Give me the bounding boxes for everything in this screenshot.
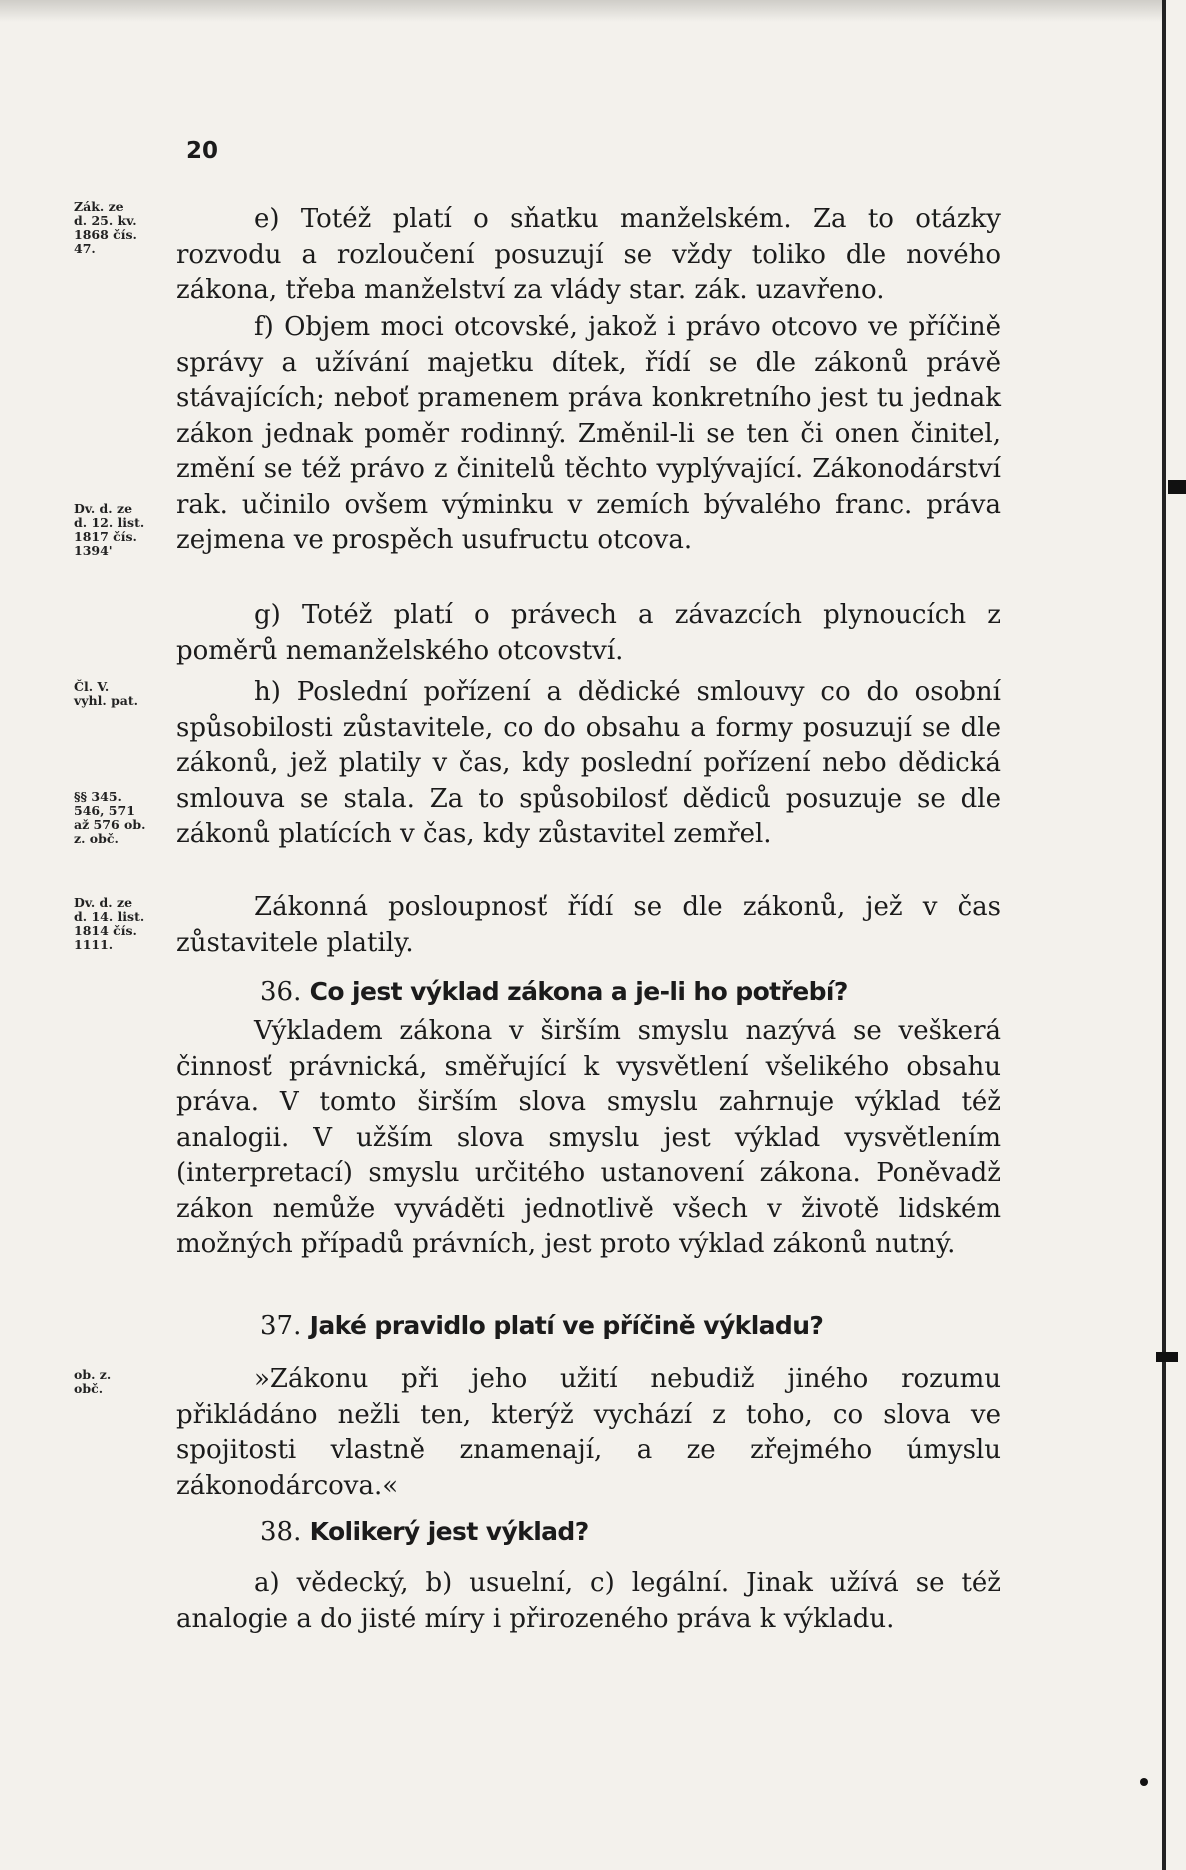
heading-number: 37. — [260, 1311, 302, 1341]
scan-mark — [1168, 480, 1186, 494]
heading-text: Co jest výklad zákona a je-li ho potřebí? — [309, 977, 848, 1006]
page-number: 20 — [186, 138, 219, 164]
margin-note: ob. z. obč. — [74, 1367, 112, 1396]
heading-38 — [260, 1514, 1000, 1550]
paragraph-answer-37: »Zákonu při jeho užití nebudiž jiného rozumu přikládáno nežli ten, kterýž vychází z toho, co slova ve spojitosti vlastně znamenají, a ze zřejmého úmyslu zákonodárcova.« — [176, 1364, 1001, 1501]
paragraph-g: g) Totéž platí o právech a závazcích plynoucích z poměrů nemanželského otcovství. — [176, 600, 1001, 666]
heading-36 — [260, 974, 1000, 1010]
margin-note: Čl. V. vyhl. pat. — [74, 679, 139, 708]
heading-37 — [260, 1308, 1000, 1344]
margin-note: §§ 345. 546, 571 až 576 ob. z. obč. — [74, 789, 146, 846]
paragraph-f: f) Objem moci otcovské, jakož i právo otcovo ve příčině správy a užívání majetku dítek, řídí se dle zákonů právě stávajících; neboť pramenem práva konkretního jest tu jednak zákon jednak poměr rodinný. Změnil-li se ten či onen činitel, změní se též právo z činitelů těchto vyplývající. Zákonodárství rak. učinilo ovšem výminku v zemích bývalého franc. práva zejmena ve prospěch usufructu otcova. — [176, 312, 1001, 555]
heading-text: Jaké pravidlo platí ve příčině výkladu? — [309, 1311, 824, 1340]
paragraph-succession: Zákonná posloupnosť řídí se dle zákonů, jež v čas zůstavitele platily. — [176, 892, 1001, 958]
margin-note: Dv. d. ze d. 14. list. 1814 čís. 1111. — [74, 895, 145, 952]
heading-text: Kolikerý jest výklad? — [309, 1517, 589, 1546]
scan-right-edge — [1162, 0, 1186, 1870]
paragraph-h: h) Poslední pořízení a dědické smlouvy co do osobní spůsobilosti zůstavitele, co do obsahu a formy posuzují se dle zákonů, jež platily v čas, kdy poslední pořízení nebo dědická smlouva se stala. Za to spůsobilosť dědiců posuzuje se dle zákonů platících v čas, kdy zůstavitel zemřel. — [176, 677, 1001, 849]
margin-note: Zák. ze d. 25. kv. 1868 čís. 47. — [74, 199, 137, 256]
heading-number: 38. — [260, 1517, 302, 1547]
scan-mark — [1156, 1352, 1178, 1362]
paragraph-answer-38: a) vědecký, b) usuelní, c) legální. Jinak užívá se též analogie a do jisté míry i přirozeného práva k výkladu. — [176, 1568, 1001, 1634]
scan-top-edge — [0, 0, 1186, 22]
scan-dot — [1140, 1778, 1148, 1786]
heading-number: 36. — [260, 977, 302, 1007]
paragraph-answer-36: Výkladem zákona v širším smyslu nazývá se veškerá činnosť právnická, směřující k vysvětlení všelikého obsahu práva. V tomto širším slova smyslu zahrnuje výklad též analogii. V užším slova smyslu jest výklad vysvětlením (interpretací) smyslu určitého ustanovení zákona. Poněvadž zákon nemůže vyváděti jednotlivě všech v životě lidském možných případů právních, jest proto výklad zákonů nutný. — [176, 1016, 1001, 1259]
margin-note: Dv. d. ze d. 12. list. 1817 čís. 1394' — [74, 501, 145, 558]
paragraph-e: e) Totéž platí o sňatku manželském. Za to otázky rozvodu a rozloučení posuzují se vždy toliko dle nového zákona, třeba manželství za vlády star. zák. uzavřeno. — [176, 204, 1001, 305]
